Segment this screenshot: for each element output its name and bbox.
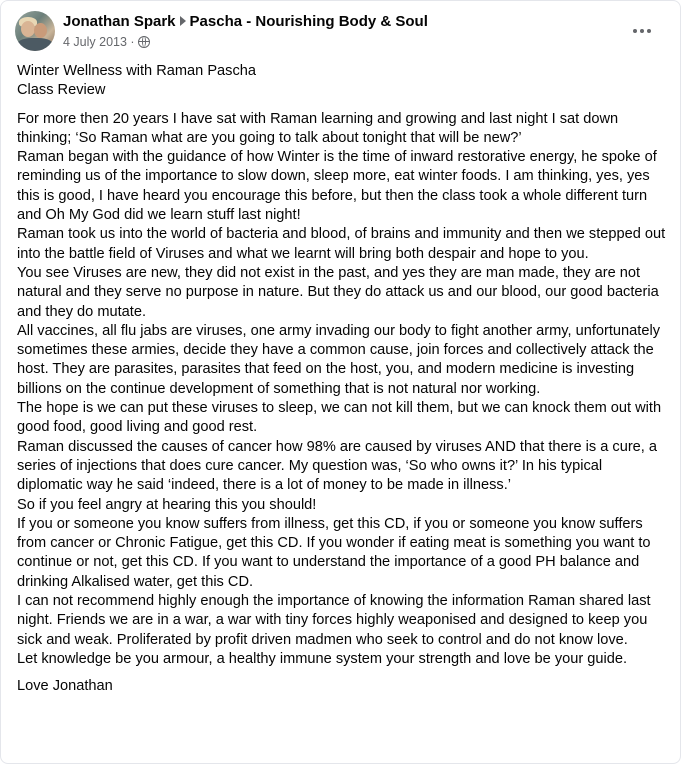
post-signoff: Love Jonathan xyxy=(17,678,113,695)
more-options-icon xyxy=(640,29,644,33)
post-paragraph: The hope is we can put these viruses to sleep, we can not kill them, but we can knock them out with good food, good living and good rest. xyxy=(17,400,662,436)
post-meta xyxy=(63,35,150,49)
post-author-line xyxy=(63,13,428,30)
post-paragraph: Raman took us into the world of bacteria and blood, of brains and immunity and then we stepped out into the battle field of Viruses and what we learnt will bring both despair and hope to you. xyxy=(17,226,666,262)
post-paragraph: You see Viruses are new, they did not exist in the past, and yes they are man made, they are not natural and they serve no purpose in nature. But they do attack us and our blood, our good bacteria and they do mutate. xyxy=(17,264,659,320)
author-avatar[interactable] xyxy=(15,11,55,51)
post-paragraph: Raman began with the guidance of how Winter is the time of inward restorative energy, he spoke of reminding us of the importance to slow down, sleep more, eat winter foods. I am thinking, yes, yes this is good, I have heard you encourage this before, but then the class took a whole different turn and Oh My God did we learn stuff last night! xyxy=(17,149,657,224)
post-paragraph: Raman discussed the causes of cancer how 98% are caused by viruses AND that there is a cure, a series of injections that does cure cancer. My question was, ‘So who owns it?’ In his typical diplomatic way he said ‘indeed, there is a lot of money to be made in illness.’ xyxy=(17,438,658,494)
avatar-body xyxy=(17,38,53,51)
more-options-icon xyxy=(647,29,651,33)
post-date-link[interactable]: 4 July 2013 xyxy=(63,35,127,49)
post-paragraph: So if you feel angry at hearing this you should! xyxy=(17,496,317,513)
more-options-icon xyxy=(633,29,637,33)
post-subtitle: Class Review xyxy=(17,82,106,99)
meta-separator: · xyxy=(130,35,135,49)
post-title: Winter Wellness with Raman Pascha xyxy=(17,63,256,79)
more-options-button[interactable] xyxy=(624,19,660,43)
globe-icon[interactable] xyxy=(138,36,150,48)
post-paragraph: Let knowledge be you armour, a healthy immune system your strength and love be your guide. xyxy=(17,650,628,667)
post-paragraph: If you or someone you know suffers from illness, get this CD, if you or someone you know suffers from cancer or Chronic Fatigue, get this CD. If you wonder if eating meat is something you want to continue or not, get this CD. If you want to understand the importance of a good PH balance and drinking Alkalised water, get this CD. xyxy=(17,515,651,590)
post-body xyxy=(17,62,670,697)
author-name-link[interactable]: Jonathan Spark xyxy=(63,13,176,30)
post-paragraph: I can not recommend highly enough the importance of knowing the information Raman shared last night. Friends we are in a war, a war with tiny forces highly weaponised and designed to keep you sick and weak. Proliferated by profit driven madmen who seek to control and do not know love. xyxy=(17,593,651,648)
avatar-face xyxy=(21,21,35,37)
avatar-face xyxy=(34,23,47,38)
post-header xyxy=(15,11,668,55)
post-paragraph: All vaccines, all flu jabs are viruses, one army invading our body to fight another army, unfortunately sometimes these armies, decide they have a common cause, join forces and collectively attack the host. They are parasites, parasites that feed on the host, you, and modern medicine is investing billions on the continue development of something that is not natural nor working. xyxy=(17,322,660,397)
triangle-right-icon xyxy=(180,16,186,26)
group-name-link[interactable]: Pascha - Nourishing Body & Soul xyxy=(189,13,428,30)
post-paragraph: For more then 20 years I have sat with Raman learning and growing and last night I sat down thinking; ‘So Raman what are you going to talk about tonight that will be new?’ xyxy=(17,110,619,146)
